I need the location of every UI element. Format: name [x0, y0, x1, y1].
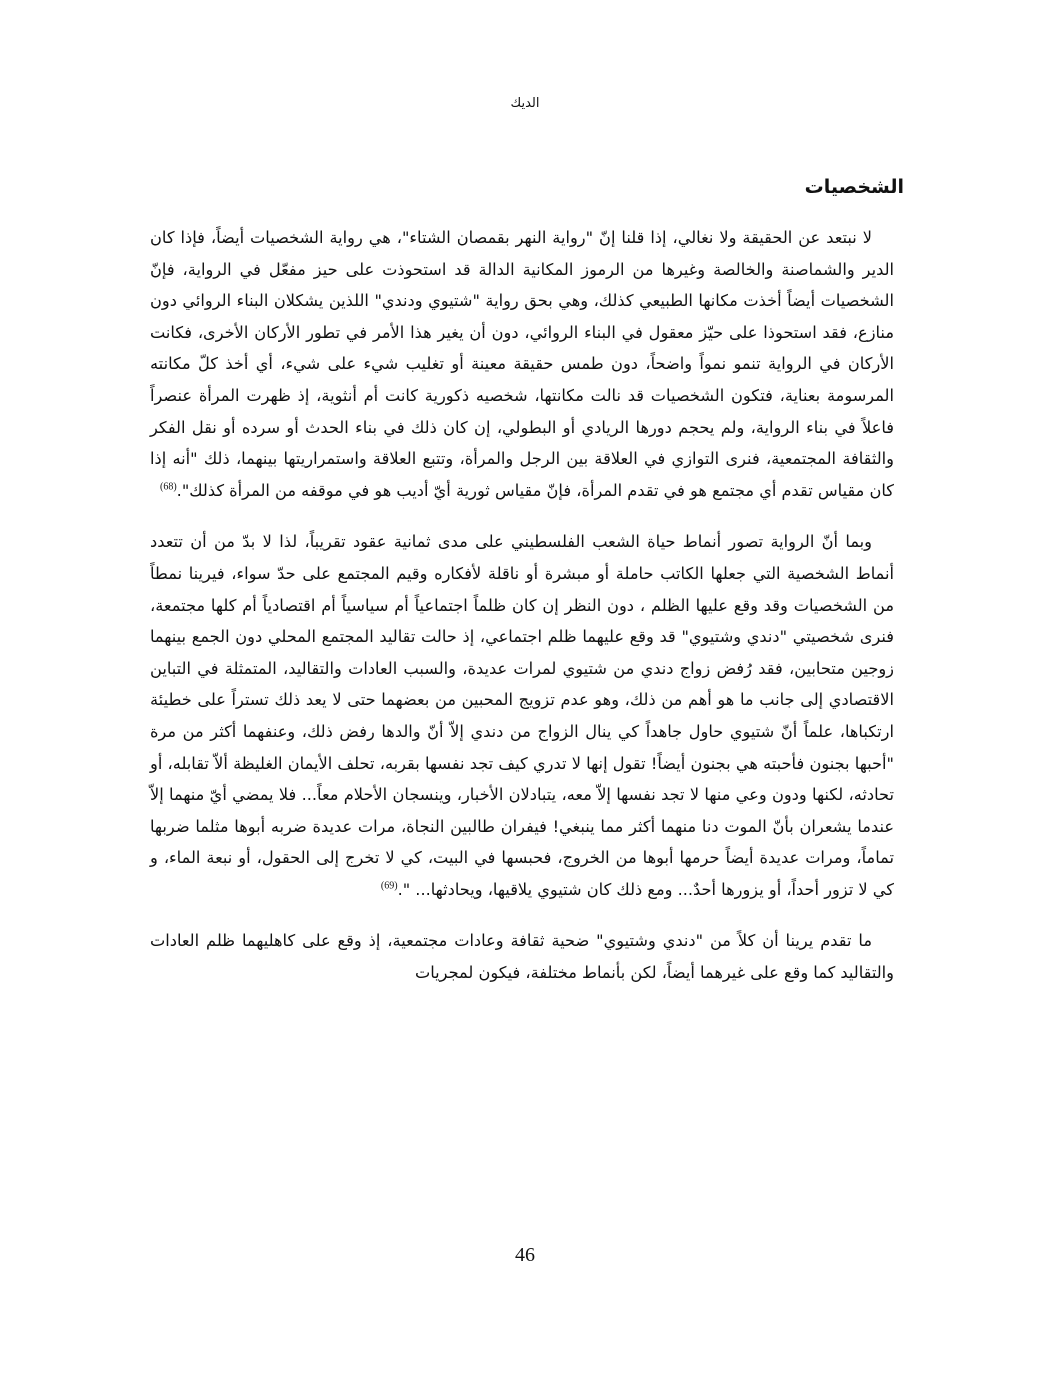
paragraph-text: وبما أنّ الرواية تصور أنماط حياة الشعب الفلسطيني على مدى ثمانية عقود تقريباً، لذا لا بدّ من أن تتعدد أنماط الشخصية التي جعلها الكاتب حاملة أو مبشرة أو ناقلة لأفكاره وقيم المجتمع على حدّ سواء، فيرينا نمطاً من الشخصيات وقد وقع عليها الظلم ، دون النظر إن كان ظلماً اجتماعياً أم سياسياً أم اقتصادياً أم كلها مجتمعة، فنرى شخصيتي "دندي وشتيوي" قد وقع عليهما ظلم اجتماعي، إذ حالت تقاليد المجتمع المحلي دون الجمع بينهما زوجين متحابين، فقد رُفض زواج دندي من شتيوي لمرات عديدة، والسبب العادات والتقاليد، المتمثلة في التباين الاقتصادي إلى جانب ما هو أهم من ذلك، وهو عدم تزويج المحبين من بعضهما حتى لا يعد ذلك تستراً على خطيئة ارتكباها، علماً أنّ شتيوي حاول جاهداً كي ينال الزواج من دندي إلاّ أنّ والدها رفض ذلك، وعنفهما أكثر من مرة "أحبها بجنون فأحبته هي بجنون أيضاً! تقول إنها لا تدري كيف تجد نفسها بقربه، تحلف الأيمان الغليظة ألاّ تقابله، أو تحادثه، لكنها ودون وعي منها لا تجد نفسها إلاّ معه، يتبادلان الأخبار، وينسجان الأحلام معاً... فلا يمضي أيّ منهما إلاّ عندما يشعران بأنّ الموت دنا منهما أكثر مما ينبغي! فيفران طالبين النجاة، مرات عديدة ضربه أبوها مثلما ضربها تماماً، ومرات عديدة أيضاً حرمها أبوها من الخروج، فحبسها في البيت، كي لا تخرج إلى الحقول، أو نبعة الماء، و كي لا تزور أحداً، أو يزورها أحدٌ... ومع ذلك كان شتيوي يلاقيها، ويحادثها... ".: [150, 532, 894, 899]
footnote-marker: (69): [380, 880, 398, 892]
paragraph-text: ما تقدم يرينا أن كلاً من "دندي وشتيوي" ضحية ثقافة وعادات مجتمعية، إذ وقع على كاهليهما ظلم العادات والتقاليد كما وقع على غيرهما أيضاً، لكن بأنماط مختلفة، فيكون لمجريات: [150, 931, 894, 983]
paragraph: [150, 222, 894, 506]
running-header: الديك: [510, 96, 540, 111]
paragraph: [150, 526, 894, 905]
body-text: [150, 222, 894, 1009]
footnote-marker: (68): [159, 481, 177, 493]
paragraph-text: لا نبتعد عن الحقيقة ولا نغالي، إذا قلنا إنّ "رواية النهر بقمصان الشتاء"، هي رواية الشخصيات أيضاً، فإذا كان الدير والشماصنة والخالصة وغيرها من الرموز المكانية الدالة قد استحوذت على حيز مفعّل في الرواية، فإنّ الشخصيات أيضاً أخذت مكانها الطبيعي كذلك، وهي بحق رواية "شتيوي ودندي" اللذين يشكلان البناء الروائي دون منازع، فقد استحوذا على حيّز معقول في البناء الروائي، دون أن يغير هذا الأمر في تطور الأركان الأخرى، فكانت الأركان في الرواية تنمو نمواً واضحاً، دون طمس حقيقة معينة أو تغليب شيء على شيء، أي أخذ كلّ مكانته المرسومة بعناية، فتكون الشخصيات قد نالت مكانتها، شخصيه ذكورية كانت أم أنثوية، إذ ظهرت المرأة عنصراً فاعلاً في بناء الرواية، ولم يحجم دورها الريادي أو البطولي، إن كان ذلك في بناء الحدث أو سرده أو نقل الفكر والثقافة المجتمعية، فنرى التوازي في العلاقة بين الرجل والمرأة، وتتبع العلاقة واستمراريتها بينهما، ذلك "أنه إذا كان مقياس تقدم أي مجتمع هو في تقدم المرأة، فإنّ مقياس ثورية أيّ أديب هو في موقفه من المرأة كذلك".: [150, 228, 894, 500]
page-number: 46: [515, 1244, 535, 1266]
paragraph: [150, 925, 894, 988]
section-heading: الشخصيات: [804, 176, 904, 198]
